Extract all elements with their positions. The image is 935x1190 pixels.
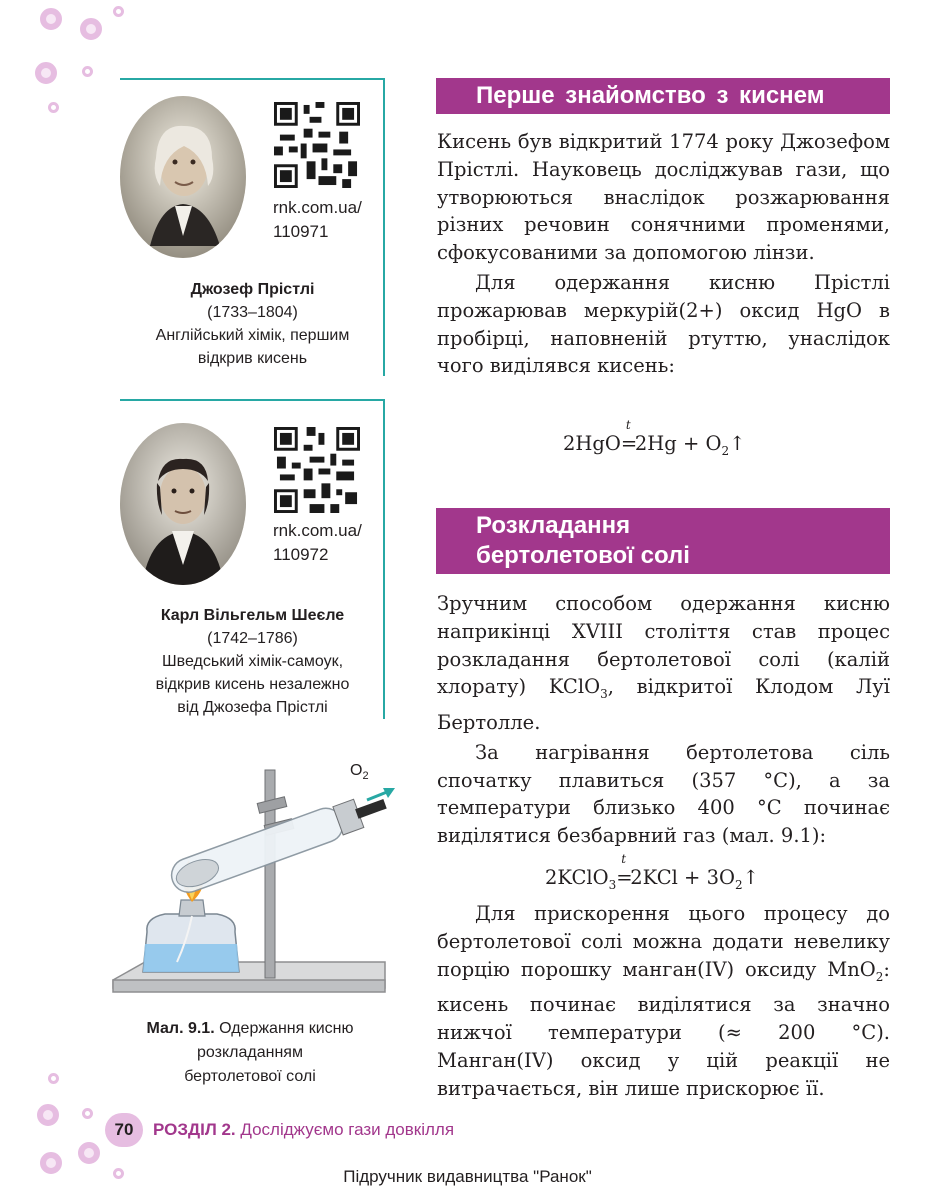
scientist-desc-line: відкрив кисень незалежно	[155, 676, 350, 693]
figure-caption-line: Одержання кисню	[219, 1020, 354, 1037]
equation-left: 2KClO	[545, 866, 609, 889]
section-title: Досліджуємо гази довкілля	[240, 1120, 455, 1139]
equation-right: 2KCl + 3O	[630, 866, 735, 889]
scientist-name: Карл Вільгельм Шеєле	[160, 607, 345, 624]
running-footer	[153, 1120, 454, 1140]
figure-caption-line: бертолетової солі	[184, 1068, 316, 1085]
scientist-caption	[120, 278, 385, 370]
portrait-scheele	[120, 423, 246, 585]
section-body	[437, 900, 890, 1102]
gas-label-sub: 2	[362, 770, 369, 783]
figure-caption-line: розкладанням	[197, 1044, 303, 1061]
decor-dot	[78, 1142, 100, 1164]
decor-dot	[113, 6, 124, 17]
gas-arrow-icon: ↑	[742, 866, 759, 889]
equation-condition: t	[625, 418, 631, 432]
decor-dot	[35, 62, 57, 84]
scientist-desc-line: Шведський хімік-самоук,	[161, 653, 344, 670]
paragraph: Для одержання кисню Прістлі прожарював меркурій(2+) оксид HgO в пробірці, наповненій ртуттю, унаслідок чого виділявся кисень:	[437, 270, 890, 378]
figure-caption-label: Мал. 9.1.	[146, 1020, 215, 1037]
section-heading	[436, 78, 890, 114]
paragraph	[437, 900, 890, 1102]
section-heading-line: бертолетової солі	[476, 542, 690, 569]
section-body	[437, 128, 890, 380]
paragraph-text: Для прискорення цього процесу до бертолетової солі можна додати невелику порцію порошку манган(IV) оксиду MnO	[437, 902, 890, 981]
decor-dot	[80, 18, 102, 40]
scientist-desc-line: відкрив кисень	[197, 350, 308, 367]
section-heading-text: Перше знайомство з киснем	[476, 82, 825, 109]
publisher-note: Підручник видавництва "Ранок"	[343, 1167, 592, 1186]
gas-arrow-icon: ↑	[729, 432, 746, 455]
scientist-desc-line: від Джозефа Прістлі	[177, 699, 328, 716]
section-label: РОЗДІЛ 2.	[153, 1120, 236, 1139]
figure-caption	[110, 1017, 390, 1089]
equation-left-sub: 3	[608, 877, 617, 892]
qr-code-icon[interactable]	[274, 102, 360, 188]
decor-dot	[48, 1073, 59, 1084]
scientist-years: (1733–1804)	[207, 304, 298, 321]
decor-dot	[82, 1108, 93, 1119]
equation-right: 2Hg + O	[634, 432, 722, 455]
formula-sub: 3	[600, 687, 608, 702]
scientist-card-priestley	[120, 78, 385, 376]
qr-link[interactable]	[273, 519, 362, 567]
section-heading	[436, 508, 890, 574]
gas-label-symbol: O	[350, 762, 363, 779]
paragraph: Кисень був відкритий 1774 року Джозефом Прістлі. Науковець досліджував гази, що утворюються внаслідок розжарювання різних речовин сонячними променями, сфокусованими за допомогою лінзи.	[437, 130, 890, 265]
qr-link-code: 110971	[273, 222, 329, 241]
page-number: 70	[105, 1113, 143, 1147]
gas-label	[350, 762, 369, 782]
paragraph-text: , відкритої Клодом Луї Бертолле.	[437, 675, 890, 735]
scientist-card-scheele	[120, 399, 385, 719]
paragraph-text: Зручним способом одержання кисню наприкінці XVIII століття став процес розкладання бертолетової солі (калій хлорату) KClO	[437, 592, 890, 699]
equation-left: 2HgO	[563, 432, 621, 455]
qr-link[interactable]	[273, 196, 362, 244]
scientist-name: Джозеф Прістлі	[190, 281, 315, 298]
qr-code-icon[interactable]	[274, 427, 360, 513]
qr-link-code: 110972	[273, 545, 329, 564]
paragraph	[437, 590, 890, 737]
decor-dot	[82, 66, 93, 77]
decor-dot	[40, 8, 62, 30]
section-body	[437, 590, 890, 850]
qr-link-url: rnk.com.ua/	[273, 198, 362, 217]
formula-sub: 2	[875, 969, 884, 984]
equation-sub: 2	[721, 443, 730, 458]
equation-condition: t	[621, 852, 627, 866]
paragraph-text: : кисень починає виділятися за значно нижчої температури (≈ 200 °С). Манган(IV) оксид у цій реакції не витрачається, він лише прискорює її.	[437, 957, 890, 1100]
paragraph: За нагрівання бертолетова сіль спочатку плавиться (357 °С), а за температури близько 400 °С починає виділятися безбарвний газ (мал. 9.1):	[437, 740, 890, 848]
chemical-equation: 2KClO$_3$= t $2KCl + 3O_2↑$	[545, 852, 759, 892]
chemical-equation: 2HgO= t $2Hg + O_2↑$	[563, 418, 746, 458]
equation-sub: 2	[735, 877, 743, 892]
decor-dot	[37, 1104, 59, 1126]
section-heading-line: Розкладання	[476, 512, 631, 539]
scientist-desc-line: Англійський хімік, першим	[155, 327, 350, 344]
portrait-priestley	[120, 96, 246, 258]
scientist-caption	[120, 604, 385, 719]
qr-link-url: rnk.com.ua/	[273, 521, 362, 540]
decor-dot	[48, 102, 59, 113]
scientist-years: (1742–1786)	[207, 630, 298, 647]
